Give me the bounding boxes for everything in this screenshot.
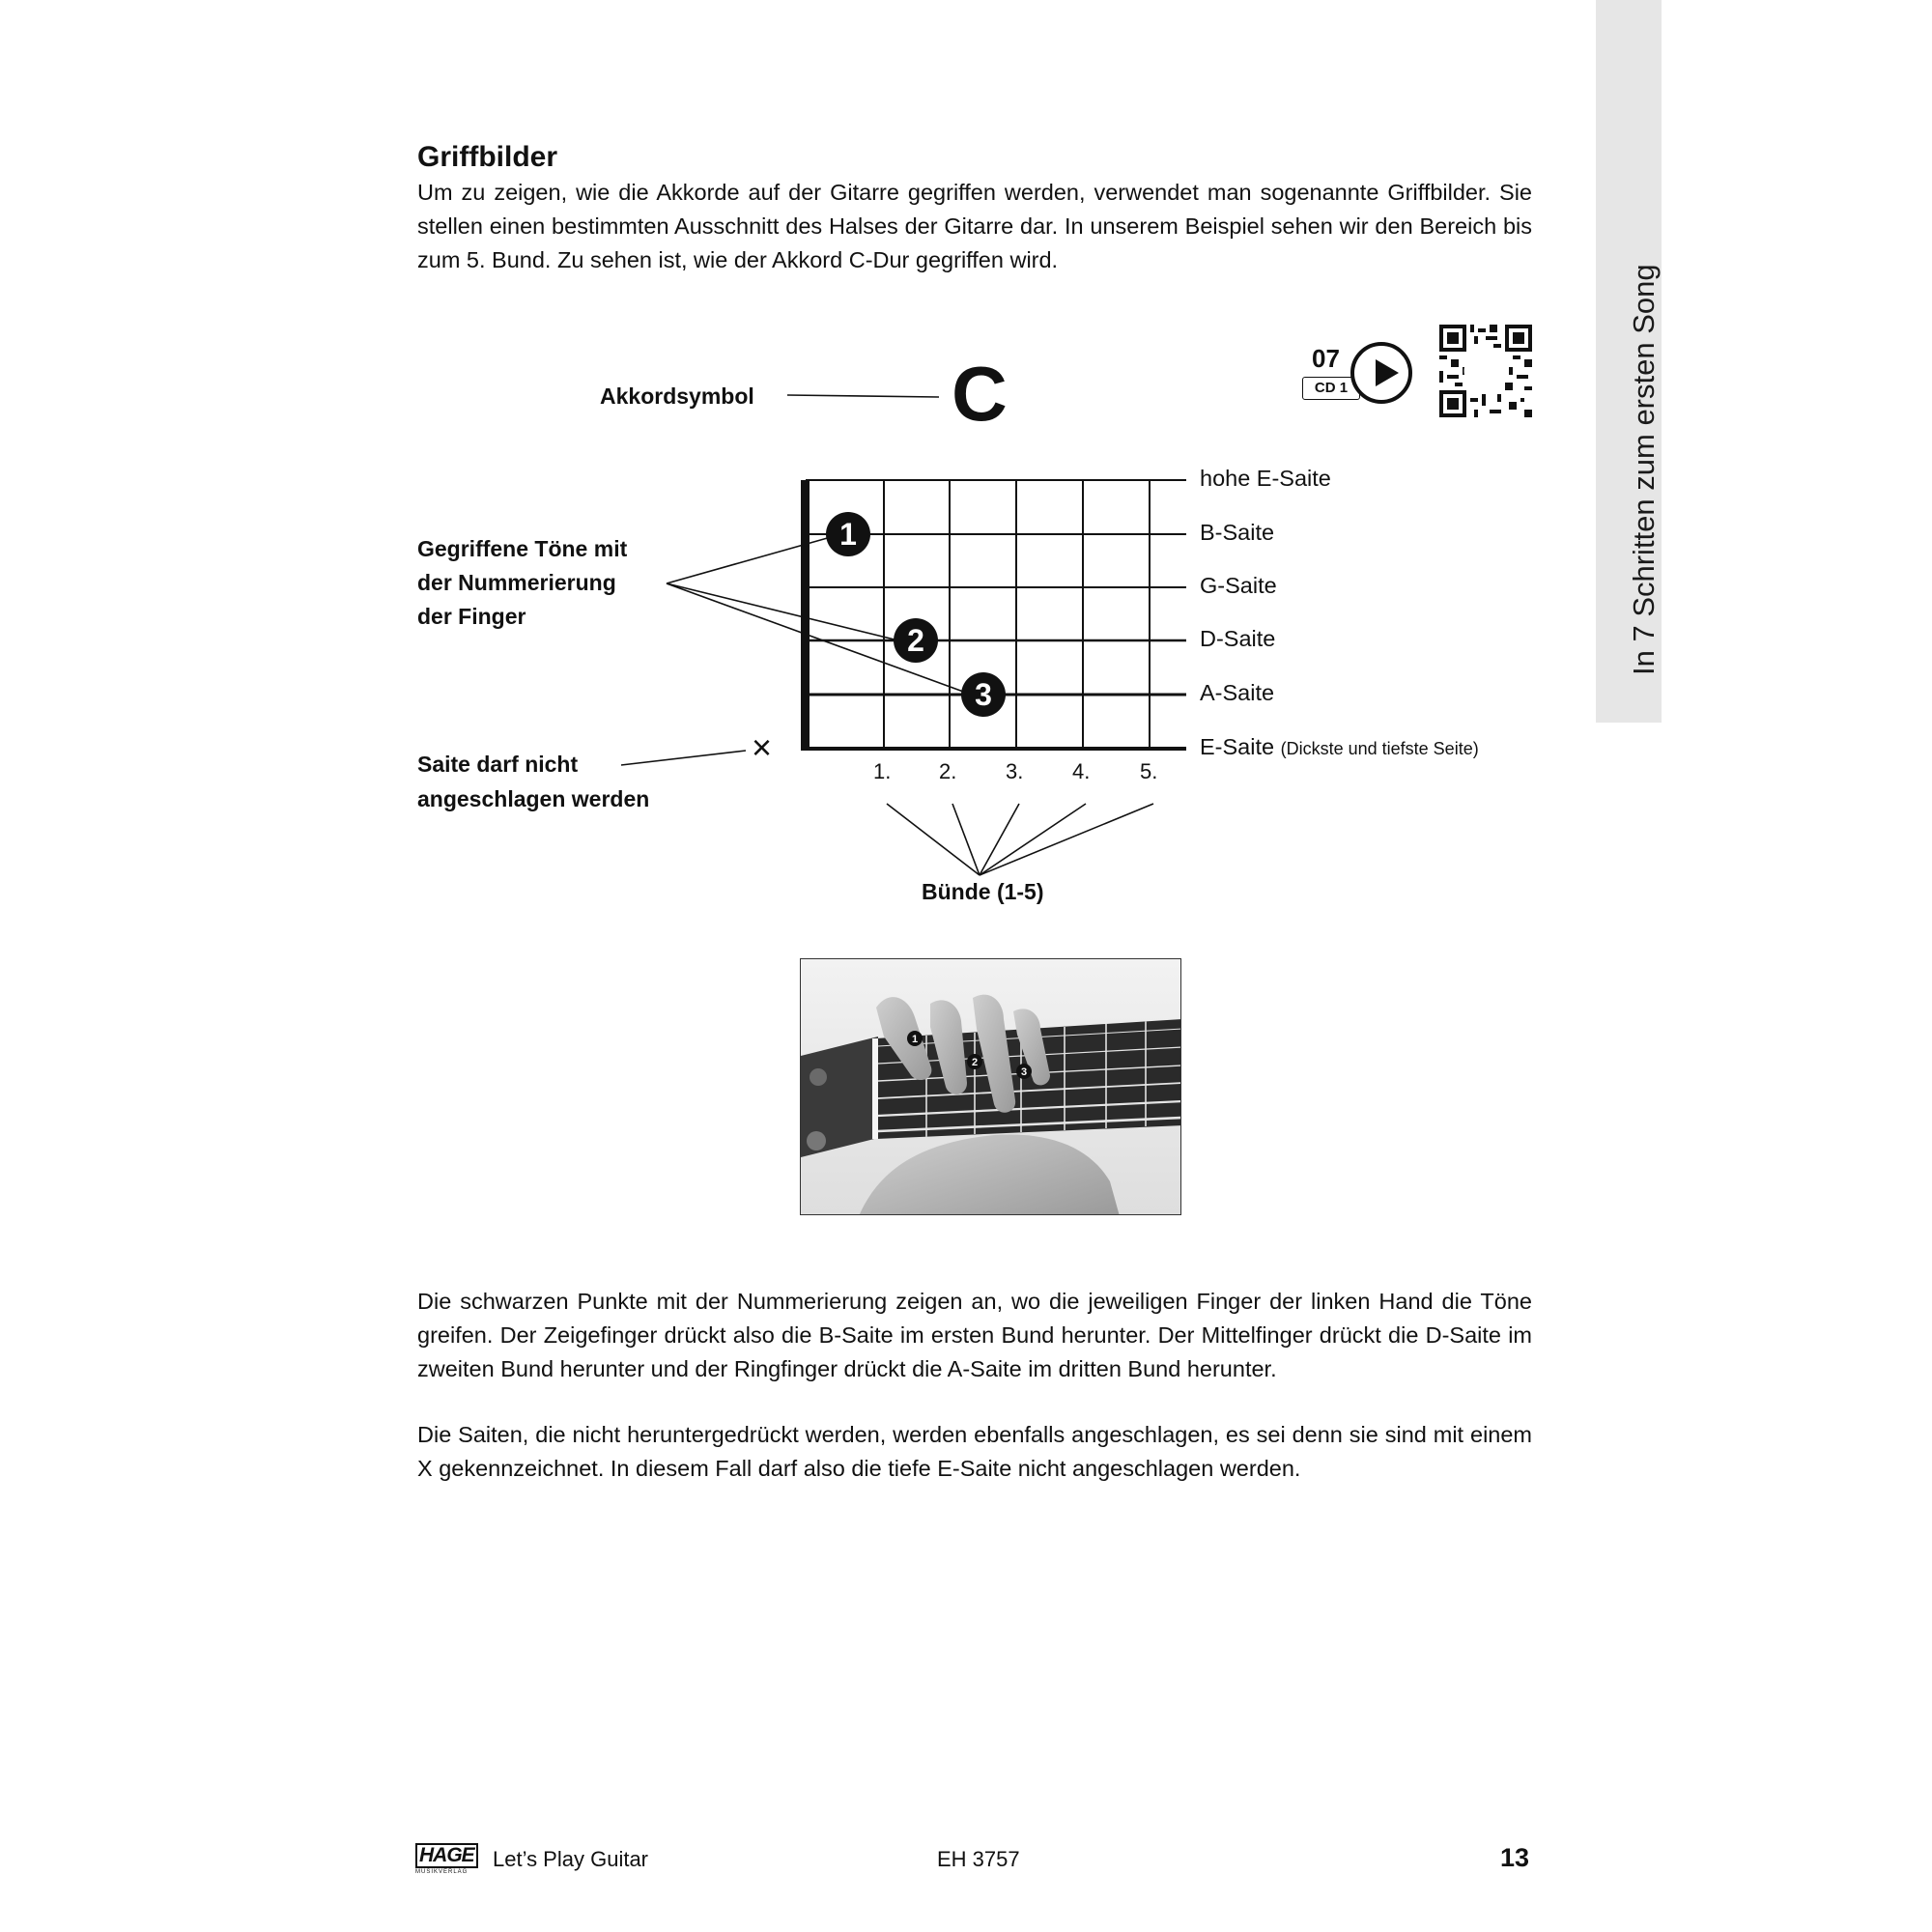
finger-dot-1-label: 1	[839, 517, 857, 552]
string-label-g: G-Saite	[1200, 573, 1277, 598]
photo-finger-dot-3-label: 3	[1020, 1066, 1028, 1078]
footer-book-title: Let’s Play Guitar	[493, 1847, 649, 1871]
muted-label-line-2: angeschlagen werden	[417, 786, 650, 811]
hand-photo	[800, 958, 1181, 1215]
chapter-side-tab-label: In 7 Schritten zum ersten Song	[1627, 264, 1661, 675]
fret-number-5: 5.	[1140, 759, 1158, 783]
photo-finger-dot-2	[967, 1054, 982, 1069]
page-number: 13	[1500, 1843, 1530, 1872]
section-title: Griffbilder	[417, 141, 558, 173]
fingers-label-line-2: der Nummerierung	[417, 570, 616, 595]
footer-catalog-code: EH 3757	[937, 1847, 1020, 1871]
track-number: 07	[1312, 344, 1340, 373]
publisher-logo-sub: MUSIKVERLAG	[415, 1869, 469, 1875]
string-label-a: A-Saite	[1200, 680, 1275, 705]
cd-badge: CD 1	[1302, 377, 1360, 400]
finger-dot-2	[894, 618, 938, 663]
publisher-logo-word: HAGE	[415, 1843, 478, 1868]
photo-finger-dot-2-label: 2	[971, 1057, 979, 1068]
explanation-paragraph-1: Die schwarzen Punkte mit der Nummerierung zeigen an, wo die jeweiligen Finger der linken Hand die Töne greifen. Der Zeigefinger drückt also die B-Saite im ersten Bund herunter. Der Mittelfinger drückt die D-Saite im zweiten Bund herunter und der Ringfinger drückt die A-Saite im dritten Bund herunter.	[417, 1289, 1532, 1381]
frets-label: Bünde (1-5)	[922, 879, 1044, 904]
string-label-low-e-text: E-Saite	[1200, 734, 1275, 759]
string-label-b: B-Saite	[1200, 520, 1275, 545]
finger-dot-3	[961, 672, 1006, 717]
fret-number-1: 1.	[873, 759, 892, 783]
muted-string-mark: ×	[752, 727, 773, 767]
photo-finger-dot-3	[1016, 1064, 1032, 1079]
finger-dot-3-label: 3	[975, 677, 992, 712]
intro-paragraph: Um zu zeigen, wie die Akkorde auf der Gitarre gegriffen werden, verwendet man sogenannte Griffbilder. Sie stellen einen bestimmten Ausschnitt des Halses der Gitarre dar. In unserem Beispiel sehen wir den Bereich bis zum 5. Bund. Zu sehen ist, wie der Akkord C-Dur gegriffen wird.	[417, 180, 1532, 272]
fret-number-3: 3.	[1006, 759, 1024, 783]
string-label-high-e: hohe E-Saite	[1200, 466, 1331, 491]
photo-finger-dot-1	[907, 1031, 923, 1046]
finger-dot-2-label: 2	[907, 623, 924, 658]
chord-symbol-label: Akkordsymbol	[600, 384, 754, 409]
finger-dot-1	[826, 512, 870, 556]
string-label-d: D-Saite	[1200, 626, 1276, 651]
publisher-logo	[415, 1843, 479, 1875]
fret-number-2: 2.	[939, 759, 957, 783]
fret-number-4: 4.	[1072, 759, 1091, 783]
explanation-paragraph-2: Die Saiten, die nicht heruntergedrückt werden, werden ebenfalls angeschlagen, es sei denn sie sind mit einem X gekennzeichnet. In diesem Fall darf also die tiefe E-Saite nicht angeschlagen werden.	[417, 1422, 1532, 1481]
low-string-note: (Dickste und tiefste Seite)	[1280, 739, 1479, 758]
muted-label-line-1: Saite darf nicht	[417, 752, 579, 777]
photo-finger-dot-1-label: 1	[911, 1034, 919, 1045]
fingers-label-line-3: der Finger	[417, 604, 526, 629]
chord-symbol: C	[952, 351, 1008, 437]
fingers-label-line-1: Gegriffene Töne mit	[417, 536, 628, 561]
